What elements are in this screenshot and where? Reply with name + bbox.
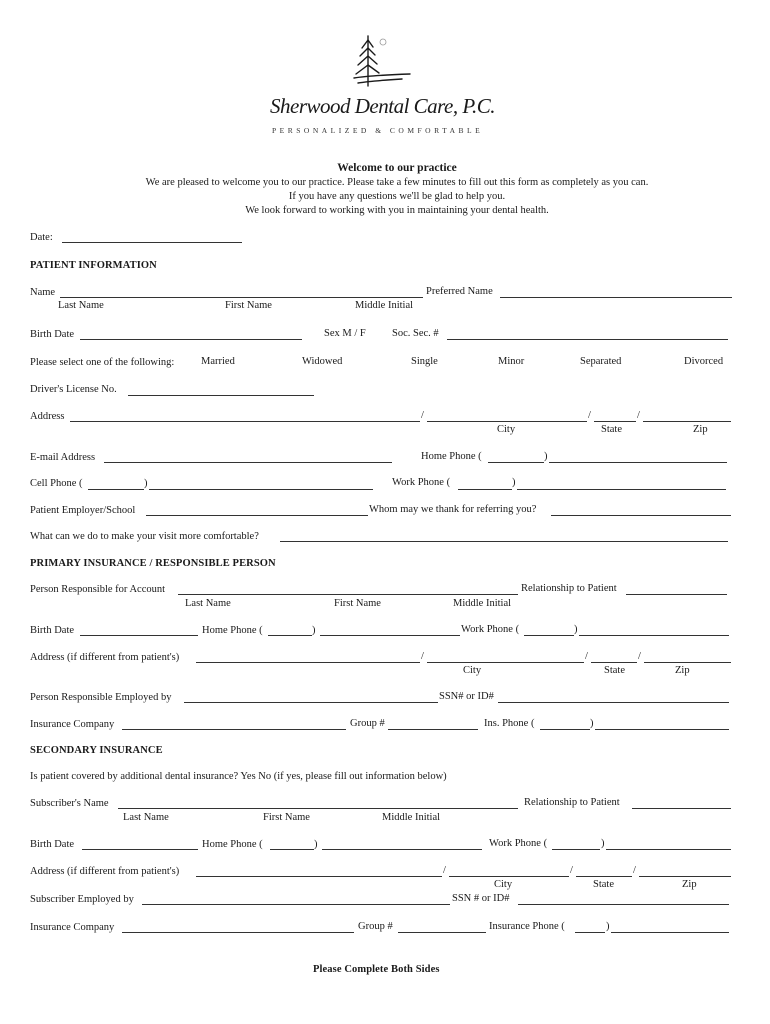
secondary-group-field[interactable]: [398, 932, 486, 933]
secondary-work-phone-area-field[interactable]: [552, 849, 600, 850]
cell-phone-field[interactable]: [149, 489, 373, 490]
state-caption: State: [601, 424, 622, 435]
secondary-work-phone-label: Work Phone (: [489, 838, 548, 849]
primary-first-name-caption: First Name: [334, 598, 381, 609]
secondary-insurance-phone-field[interactable]: [611, 932, 729, 933]
welcome-line-1: We are pleased to welcome you to our practice. Please take a few minutes to fill out this form as completely as you can.: [145, 177, 649, 188]
secondary-address-slash-2: /: [570, 865, 573, 876]
name-field[interactable]: [60, 297, 423, 298]
relationship-label: Relationship to Patient: [521, 583, 617, 594]
primary-ins-phone-area-field[interactable]: [540, 729, 590, 730]
soc-sec-label: Soc. Sec. #: [392, 328, 439, 339]
primary-home-phone-field[interactable]: [320, 635, 460, 636]
subscriber-name-label: Subscriber's Name: [30, 798, 109, 809]
secondary-home-phone-field[interactable]: [322, 849, 482, 850]
home-phone-area-field[interactable]: [488, 462, 544, 463]
secondary-zip-field[interactable]: [639, 876, 731, 877]
primary-birth-date-label: Birth Date: [30, 625, 75, 636]
referral-label: Whom may we thank for referring you?: [369, 504, 537, 515]
preferred-name-field[interactable]: [500, 297, 732, 298]
secondary-ssn-label: SSN # or ID#: [452, 893, 510, 904]
drivers-license-field[interactable]: [128, 395, 314, 396]
marital-prompt: Please select one of the following:: [30, 357, 175, 368]
secondary-insurance-phone-paren: ): [606, 921, 610, 932]
primary-middle-initial-caption: Middle Initial: [453, 598, 512, 609]
comfort-field[interactable]: [280, 541, 728, 542]
cell-phone-area-field[interactable]: [88, 489, 144, 490]
secondary-insurance-heading: SECONDARY INSURANCE: [30, 745, 163, 756]
zip-field[interactable]: [643, 421, 731, 422]
home-phone-label: Home Phone (: [421, 451, 482, 462]
middle-initial-caption: Middle Initial: [355, 300, 414, 311]
secondary-address-slash-1: /: [443, 865, 446, 876]
secondary-city-caption: City: [494, 879, 513, 890]
primary-birth-date-field[interactable]: [80, 635, 198, 636]
primary-address-slash-1: /: [421, 651, 424, 662]
city-field[interactable]: [427, 421, 587, 422]
marital-option-minor[interactable]: Minor: [498, 356, 525, 367]
responsible-label: Person Responsible for Account: [30, 584, 166, 595]
primary-employed-by-label: Person Responsible Employed by: [30, 692, 172, 703]
primary-work-phone-label: Work Phone (: [461, 624, 520, 635]
subscriber-name-field[interactable]: [118, 808, 518, 809]
marital-option-separated[interactable]: Separated: [580, 356, 622, 367]
comfort-label: What can we do to make your visit more comfortable?: [30, 531, 259, 542]
secondary-home-phone-paren: ): [314, 839, 318, 850]
secondary-home-phone-area-field[interactable]: [270, 849, 314, 850]
email-field[interactable]: [104, 462, 392, 463]
secondary-address-label: Address (if different from patient's): [30, 866, 180, 877]
subscriber-employed-by-label: Subscriber Employed by: [30, 894, 134, 905]
work-phone-label: Work Phone (: [392, 477, 451, 488]
work-phone-field[interactable]: [517, 489, 726, 490]
marital-option-widowed[interactable]: Widowed: [302, 356, 343, 367]
primary-city-field[interactable]: [427, 662, 584, 663]
primary-home-phone-area-field[interactable]: [268, 635, 312, 636]
secondary-state-field[interactable]: [576, 876, 632, 877]
primary-zip-field[interactable]: [644, 662, 731, 663]
primary-ins-phone-label: Ins. Phone (: [484, 718, 535, 729]
birth-date-label: Birth Date: [30, 329, 75, 340]
address-slash-1: /: [421, 410, 424, 421]
date-field[interactable]: [62, 242, 242, 243]
primary-work-phone-paren: ): [574, 624, 578, 635]
primary-employed-by-field[interactable]: [184, 702, 438, 703]
address-slash-3: /: [637, 410, 640, 421]
last-name-caption: Last Name: [58, 300, 104, 311]
secondary-birth-date-label: Birth Date: [30, 839, 75, 850]
address-slash-2: /: [588, 410, 591, 421]
primary-address-label: Address (if different from patient's): [30, 652, 180, 663]
primary-insurance-company-field[interactable]: [122, 729, 346, 730]
city-caption: City: [497, 424, 516, 435]
secondary-address-slash-3: /: [633, 865, 636, 876]
primary-state-caption: State: [604, 665, 625, 676]
work-phone-paren: ): [512, 477, 516, 488]
primary-ins-phone-field[interactable]: [595, 729, 729, 730]
subscriber-employed-by-field[interactable]: [142, 904, 450, 905]
employer-label: Patient Employer/School: [30, 505, 136, 516]
primary-work-phone-area-field[interactable]: [524, 635, 574, 636]
date-label: Date:: [30, 232, 53, 243]
primary-insurance-company-label: Insurance Company: [30, 719, 115, 730]
secondary-middle-initial-caption: Middle Initial: [382, 812, 441, 823]
marital-option-married[interactable]: Married: [201, 356, 235, 367]
sex-label[interactable]: Sex M / F: [324, 328, 366, 339]
primary-group-field[interactable]: [388, 729, 478, 730]
secondary-home-phone-label: Home Phone (: [202, 839, 263, 850]
referral-field[interactable]: [551, 515, 731, 516]
primary-ssn-label: SSN# or ID#: [439, 691, 494, 702]
zip-caption: Zip: [693, 424, 708, 435]
home-phone-paren: ): [544, 451, 548, 462]
welcome-line-2: If you have any questions we'll be glad to help you.: [288, 191, 506, 202]
secondary-work-phone-paren: ): [601, 838, 605, 849]
email-label: E-mail Address: [30, 452, 96, 463]
preferred-name-label: Preferred Name: [426, 286, 493, 297]
secondary-insurance-company-field[interactable]: [122, 932, 354, 933]
primary-address-slash-2: /: [585, 651, 588, 662]
responsible-field[interactable]: [178, 594, 518, 595]
birth-date-field[interactable]: [80, 339, 302, 340]
welcome-title: Welcome to our practice: [337, 162, 457, 174]
primary-state-field[interactable]: [591, 662, 637, 663]
primary-address-field[interactable]: [196, 662, 420, 663]
secondary-first-name-caption: First Name: [263, 812, 310, 823]
primary-insurance-heading: PRIMARY INSURANCE / RESPONSIBLE PERSON: [30, 558, 276, 569]
additional-insurance-question[interactable]: Is patient covered by additional dental insurance? Yes No (if yes, please fill out information below): [30, 771, 447, 782]
marital-option-divorced[interactable]: Divorced: [684, 356, 724, 367]
welcome-line-3: We look forward to working with you in maintaining your dental health.: [245, 205, 549, 216]
first-name-caption: First Name: [225, 300, 272, 311]
secondary-ssn-field[interactable]: [518, 904, 729, 905]
employer-field[interactable]: [146, 515, 368, 516]
secondary-last-name-caption: Last Name: [123, 812, 169, 823]
secondary-state-caption: State: [593, 879, 614, 890]
soc-sec-field[interactable]: [447, 339, 728, 340]
tree-logo-icon: [352, 34, 414, 92]
relationship-field[interactable]: [626, 594, 727, 595]
primary-ssn-field[interactable]: [498, 702, 729, 703]
secondary-address-field[interactable]: [196, 876, 442, 877]
primary-work-phone-field[interactable]: [579, 635, 729, 636]
secondary-city-field[interactable]: [449, 876, 569, 877]
name-label: Name: [30, 287, 56, 298]
primary-address-slash-3: /: [638, 651, 641, 662]
secondary-insurance-company-label: Insurance Company: [30, 922, 115, 933]
secondary-birth-date-field[interactable]: [82, 849, 198, 850]
secondary-relationship-label: Relationship to Patient: [524, 797, 620, 808]
work-phone-area-field[interactable]: [458, 489, 512, 490]
cell-phone-paren: ): [144, 478, 148, 489]
cell-phone-label: Cell Phone (: [30, 478, 83, 489]
drivers-license-label: Driver's License No.: [30, 384, 117, 395]
address-field[interactable]: [70, 421, 420, 422]
home-phone-field[interactable]: [549, 462, 727, 463]
patient-info-heading: PATIENT INFORMATION: [30, 260, 157, 271]
secondary-insurance-phone-area-field[interactable]: [575, 932, 605, 933]
brand-name: Sherwood Dental Care, P.C.: [270, 94, 496, 118]
secondary-group-label: Group #: [358, 921, 393, 932]
marital-option-single[interactable]: Single: [411, 356, 438, 367]
primary-home-phone-paren: ): [312, 625, 316, 636]
secondary-zip-caption: Zip: [682, 879, 697, 890]
footer-note: Please Complete Both Sides: [313, 964, 440, 975]
secondary-relationship-field[interactable]: [632, 808, 731, 809]
primary-home-phone-label: Home Phone (: [202, 625, 263, 636]
address-label: Address: [30, 411, 65, 422]
secondary-insurance-phone-label: Insurance Phone (: [489, 921, 565, 932]
primary-zip-caption: Zip: [675, 665, 690, 676]
state-field[interactable]: [594, 421, 636, 422]
secondary-work-phone-field[interactable]: [606, 849, 731, 850]
primary-city-caption: City: [463, 665, 482, 676]
primary-ins-phone-paren: ): [590, 718, 594, 729]
brand-tagline: PERSONALIZED & COMFORTABLE: [272, 126, 484, 135]
primary-group-label: Group #: [350, 718, 385, 729]
primary-last-name-caption: Last Name: [185, 598, 231, 609]
